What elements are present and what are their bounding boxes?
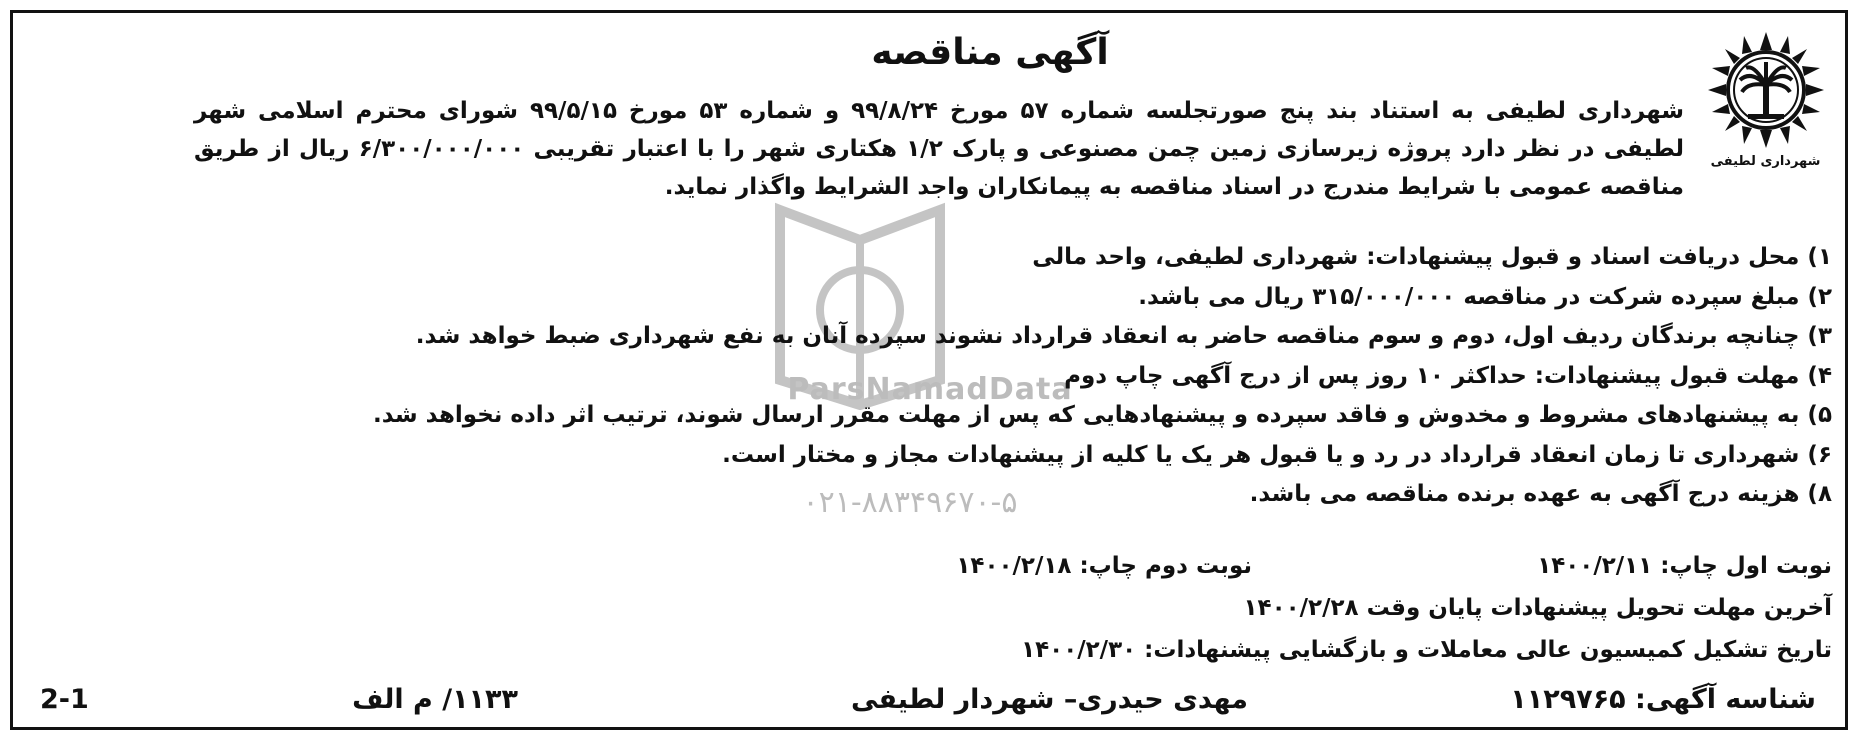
intro-line: مناقصه عمومی با شرایط مندرج در اسناد مناقصه به پیمانکاران واجد الشرایط واگذار نماید. [664,174,1684,200]
notice-title: آگهی مناقصه [871,32,1109,73]
ad-id: شناسه آگهی: ۱۱۲۹۷۶۵ [1510,684,1816,715]
condition-item: ۳) چنانچه برندگان ردیف اول، دوم و سوم مناقصه حاضر به انعقاد قرارداد نشوند سپرده آنان به نفع شهرداری ضبط خواهد شد. [415,323,1832,349]
condition-item: ۵) به پیشنهادهای مشروط و مخدوش و فاقد سپرده و پیشنهادهایی که پس از مهلت مقرر ارسال شوند، ترتیب اثر داده نخواهد شد. [373,402,1832,428]
palm-tree-emblem-icon [1706,30,1826,150]
condition-item: ۶) شهرداری تا زمان انعقاد قرارداد در رد و یا قبول هر یک یا کلیه از پیشنهادات مجاز و مختار است. [722,441,1832,468]
print-dates [432,553,1832,589]
condition-item: ۲) مبلغ سپرده شرکت در مناقصه ۳۱۵/۰۰۰/۰۰۰ ریال می باشد. [1138,283,1832,310]
reference-number: ۱۱۳۳/ م الف [352,684,518,715]
signature: مهدی حیدری– شهردار لطیفی [851,684,1248,715]
submission-deadline: آخرین مهلت تحویل پیشنهادات پایان وقت ۱۴۰۰/۲/۲۸ [1243,595,1832,621]
second-print-date: نوبت دوم چاپ: ۱۴۰۰/۲/۱۸ [956,553,1252,579]
conditions-list [192,238,1832,515]
watermark-phone: ۰۲۱-۸۸۳۴۹۶۷۰-۵ [802,485,1018,520]
first-print-date: نوبت اول چاپ: ۱۴۰۰/۲/۱۱ [1537,553,1832,579]
intro-paragraph [194,92,1684,206]
intro-line: شهرداری لطیفی به استناد بند پنج صورتجلسه شماره ۵۷ مورخ ۹۹/۸/۲۴ و شماره ۵۳ مورخ ۹۹/۵/۱۵ شورای محترم اسلامی شهر [194,98,1684,124]
watermark-brand: ParsNamadData [787,372,1073,407]
logo-caption: شهرداری لطیفی [1710,154,1821,169]
condition-item: ۸) هزینه درج آگهی به عهده برنده مناقصه می باشد. [1249,481,1832,507]
page-marker: 2-1 [40,684,89,715]
municipality-logo [1693,30,1838,200]
condition-item: ۴) مهلت قبول پیشنهادات: حداکثر ۱۰ روز پس از درج آگهی چاپ دوم [1064,362,1832,389]
condition-item: ۱) محل دریافت اسناد و قبول پیشنهادات: شهرداری لطیفی، واحد مالی [1032,244,1832,270]
intro-line: لطیفی در نظر دارد پروژه زیرسازی زمین چمن مصنوعی و پارک ۱/۲ هکتاری شهر را با اعتبار تقریبی ۶/۳۰۰/۰۰۰/۰۰۰ ریال از طریق [194,136,1684,162]
notice-footer [10,680,1848,726]
commission-date: تاریخ تشکیل کمیسیون عالی معاملات و بازگشایی پیشنهادات: ۱۴۰۰/۲/۳۰ [1021,637,1832,663]
